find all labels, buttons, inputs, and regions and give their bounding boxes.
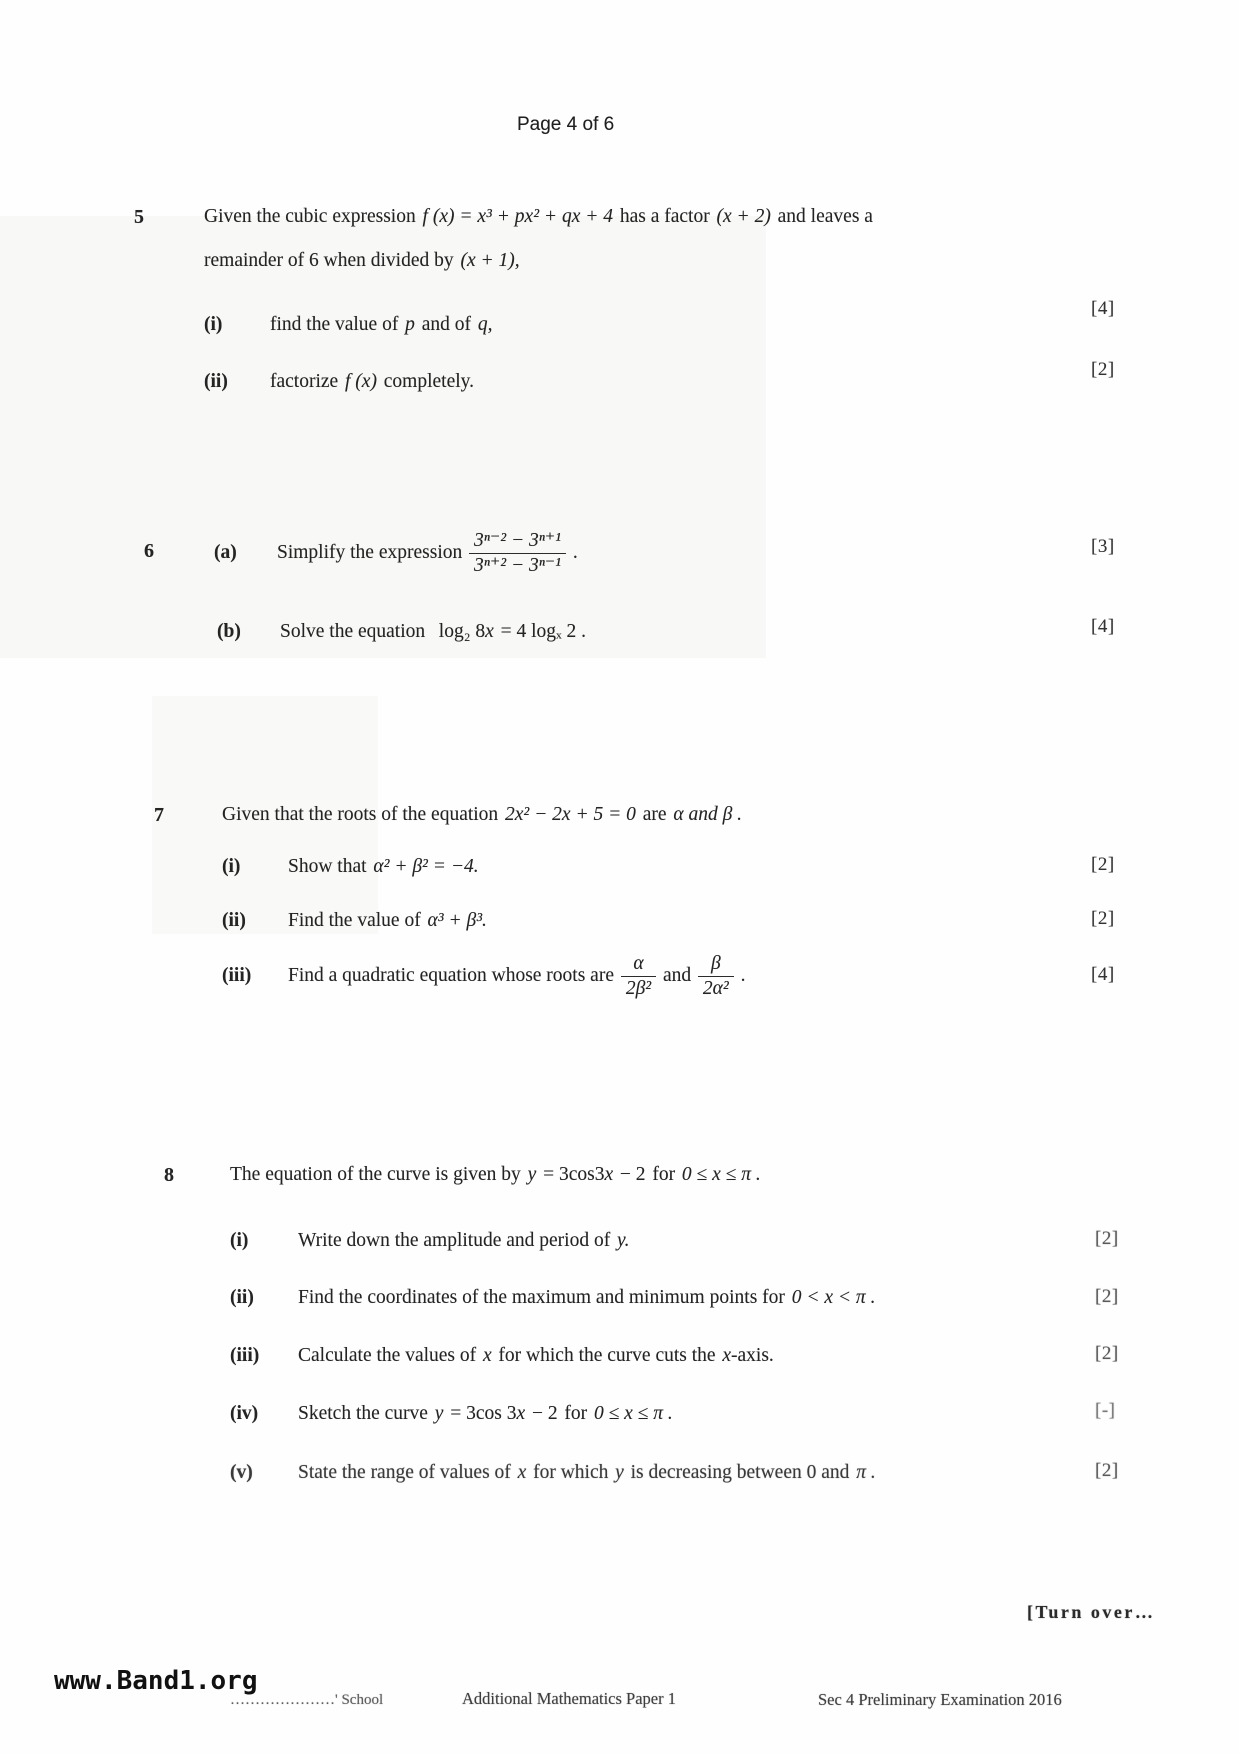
- part-label: (ii): [222, 910, 246, 931]
- text: -axis.: [731, 1345, 774, 1366]
- marks-7i: [2]: [1091, 854, 1115, 875]
- math-expression: (x + 1),: [460, 250, 520, 271]
- text: The equation of the curve is given by: [230, 1164, 521, 1185]
- text: are: [642, 804, 667, 825]
- math-expression: 0 < x < π .: [791, 1287, 876, 1308]
- math-expression: 0 ≤ x ≤ π .: [593, 1403, 673, 1424]
- math-expression: = 4 logₓ 2 .: [500, 621, 587, 642]
- math-expression: 2x² − 2x + 5 = 0: [505, 804, 636, 825]
- text: is decreasing between 0 and: [630, 1462, 850, 1483]
- question-5-part-i: [204, 314, 492, 336]
- math-expression: α³ + β³.: [427, 910, 487, 931]
- text: has a factor: [619, 206, 710, 227]
- marks-6a: [3]: [1091, 536, 1115, 557]
- marks-7ii: [2]: [1091, 908, 1115, 929]
- math-expression: = 3cos3: [543, 1164, 605, 1185]
- text: State the range of values of: [298, 1462, 511, 1483]
- marks-6b: [4]: [1091, 616, 1115, 637]
- question-5-line-1: [204, 206, 873, 228]
- question-5-line-2: [204, 250, 520, 272]
- marks-8i: [2]: [1095, 1228, 1119, 1249]
- text: Show that: [288, 856, 367, 877]
- fraction: [698, 953, 734, 999]
- page-number: Page 4 of 6: [517, 114, 615, 135]
- question-8-part-iii: [230, 1345, 774, 1367]
- fraction-numerator: β: [710, 952, 721, 974]
- math-expression: π .: [856, 1462, 876, 1483]
- fraction: [469, 530, 566, 576]
- math-variable: y.: [617, 1230, 630, 1251]
- math-expression: f (x) = x³ + px² + qx + 4: [422, 206, 614, 227]
- text: remainder of 6 when divided by: [204, 250, 454, 271]
- text: Calculate the values of: [298, 1345, 477, 1366]
- question-5-number: 5: [134, 206, 144, 228]
- fraction-numerator: α: [633, 952, 644, 974]
- part-label: (i): [230, 1230, 249, 1251]
- text: Find the value of: [288, 910, 421, 931]
- marks-5i: [4]: [1091, 298, 1115, 319]
- text: .: [740, 965, 746, 986]
- math-expression: − 2: [619, 1164, 646, 1185]
- text: completely.: [383, 371, 475, 392]
- math-variable: x: [485, 621, 494, 642]
- math-expression: − 2: [531, 1403, 558, 1424]
- fraction-denominator: 3ⁿ⁺² − 3ⁿ⁻¹: [469, 553, 566, 577]
- part-label: (i): [222, 856, 241, 877]
- fraction-denominator: 2β²: [621, 976, 656, 1000]
- math-expression: = 3cos 3: [450, 1403, 517, 1424]
- text: Given the cubic expression: [204, 206, 416, 227]
- part-label: (iv): [230, 1403, 259, 1424]
- part-label: (b): [217, 621, 241, 642]
- math-expression: α and β .: [673, 804, 743, 825]
- question-8-part-i: [230, 1230, 630, 1252]
- math-expression: 0 ≤ x ≤ π .: [681, 1164, 761, 1185]
- footer-paper-title: Additional Mathematics Paper 1: [462, 1689, 676, 1708]
- math-variable: x: [517, 1462, 527, 1483]
- text: and leaves a: [777, 206, 873, 227]
- question-8-part-ii: [230, 1287, 875, 1309]
- text: find the value of: [270, 314, 399, 335]
- text: for: [564, 1403, 588, 1424]
- footer-watermark: www.Band1.org: [54, 1666, 258, 1696]
- text: .: [572, 542, 578, 563]
- part-label: (iii): [230, 1345, 260, 1366]
- text: Given that the roots of the equation: [222, 804, 499, 825]
- question-7-intro: [222, 804, 742, 826]
- question-6-part-b: [217, 621, 586, 643]
- text: Sketch the curve: [298, 1403, 428, 1424]
- text: Write down the amplitude and period of: [298, 1230, 611, 1251]
- part-label: (a): [214, 542, 237, 563]
- math-expression: (x + 2): [716, 206, 771, 227]
- text: for: [652, 1164, 676, 1185]
- marks-8ii: [2]: [1095, 1286, 1119, 1307]
- math-variable: x: [482, 1345, 492, 1366]
- question-7-part-i: [222, 856, 479, 878]
- math-variable: x: [722, 1345, 732, 1366]
- text: factorize: [270, 371, 339, 392]
- fraction-numerator: 3ⁿ⁻² − 3ⁿ⁺¹: [474, 529, 562, 551]
- fraction: [621, 953, 656, 999]
- part-label: (v): [230, 1462, 253, 1483]
- question-6-part-a: [214, 517, 578, 589]
- text: and: [662, 965, 692, 986]
- question-5-part-ii: [204, 371, 474, 393]
- part-label: (ii): [230, 1287, 254, 1308]
- marks-8iii: [2]: [1095, 1343, 1119, 1364]
- math-expression: q,: [477, 314, 493, 335]
- text: for which the curve cuts the: [498, 1345, 716, 1366]
- footer-school-name: …………………' School: [230, 1692, 384, 1708]
- math-variable: y: [615, 1462, 624, 1483]
- math-expression: α² + β² = −4.: [373, 856, 479, 877]
- marks-7iii: [4]: [1091, 964, 1115, 985]
- text: Find a quadratic equation whose roots are: [288, 965, 614, 986]
- text: Simplify the expression: [277, 542, 463, 563]
- math-expression: f (x): [345, 371, 377, 392]
- text: Find the coordinates of the maximum and minimum points for: [298, 1287, 785, 1308]
- footer-exam-title: Sec 4 Preliminary Examination 2016: [818, 1690, 1062, 1709]
- question-7-number: 7: [154, 804, 164, 826]
- marks-5ii: [2]: [1091, 359, 1115, 380]
- question-8-part-v: [230, 1462, 876, 1484]
- text: and of: [421, 314, 471, 335]
- math-expression: p: [405, 314, 415, 335]
- question-8-intro: [230, 1164, 761, 1186]
- question-8-number: 8: [164, 1164, 174, 1186]
- math-variable: y: [527, 1164, 537, 1185]
- question-6-number: 6: [144, 540, 154, 562]
- part-label: (ii): [204, 371, 228, 392]
- text: for which: [533, 1462, 609, 1483]
- math-variable: x: [604, 1164, 614, 1185]
- math-variable: y: [434, 1403, 444, 1424]
- question-7-part-iii: [222, 944, 745, 1008]
- question-8-part-iv: [230, 1403, 673, 1425]
- math-expression: log₂ 8: [438, 621, 486, 642]
- math-variable: x: [516, 1403, 526, 1424]
- fraction-denominator: 2α²: [698, 976, 734, 1000]
- scan-artifact-shade: [0, 216, 766, 658]
- part-label: (i): [204, 314, 223, 335]
- marks-8iv: [-]: [1095, 1400, 1116, 1421]
- part-label: (iii): [222, 965, 252, 986]
- question-7-part-ii: [222, 910, 487, 932]
- turn-over-note: [Turn over…: [1027, 1602, 1156, 1622]
- marks-8v: [2]: [1095, 1460, 1119, 1481]
- text: Solve the equation: [280, 621, 426, 642]
